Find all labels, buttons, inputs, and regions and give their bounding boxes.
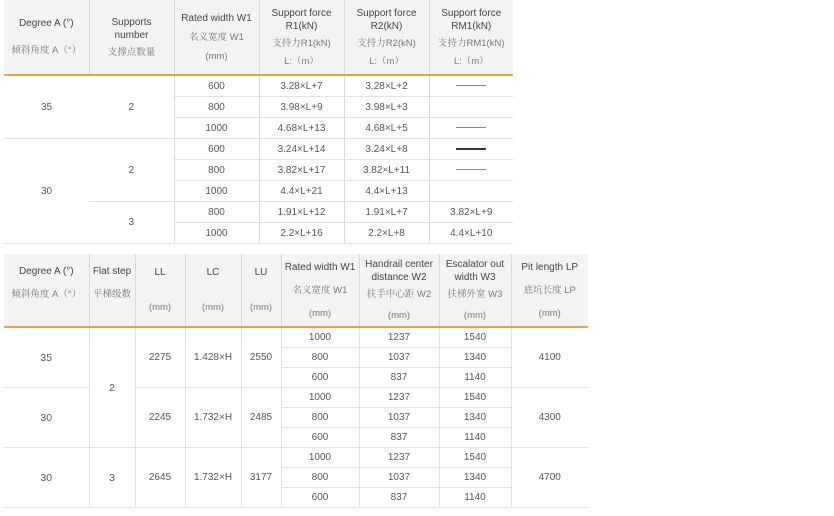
support-force-table: [4, 0, 513, 244]
dash-mark: [456, 127, 486, 128]
lu-cell: 2550: [241, 327, 281, 388]
w3-cell: 1140: [439, 488, 511, 508]
header-unit: L:（m）: [369, 55, 404, 67]
w1-cell: 1000: [281, 388, 359, 408]
dash-mark: [456, 169, 486, 170]
header-en: Handrail center distance W2: [365, 259, 433, 283]
r2-cell: 3.98×L+3: [344, 97, 429, 118]
w1-cell: 600: [281, 428, 359, 448]
ll-cell: 2275: [135, 327, 185, 388]
w2-cell: 1037: [359, 468, 439, 488]
header-pit-length: [511, 254, 588, 326]
escalator-dimension-table: [4, 254, 588, 508]
rm1-cell: 3.82×L+9: [429, 202, 513, 223]
header-cn: 扶手中心距 W2: [366, 289, 432, 300]
header-supports: [89, 0, 174, 74]
degree-cell: 30: [4, 388, 89, 448]
width-cell: 1000: [174, 181, 259, 202]
rm1-cell: [429, 181, 513, 202]
w2-cell: 837: [359, 488, 439, 508]
dash-mark: [456, 85, 486, 86]
supports-cell: 2: [89, 139, 174, 202]
header-en: Pit length LP: [521, 261, 579, 273]
header-out-width: [439, 254, 511, 326]
w3-cell: 1340: [439, 468, 511, 488]
dash-mark: [456, 148, 486, 150]
w1-cell: 800: [281, 348, 359, 368]
r2-cell: 4.68×L+5: [344, 118, 429, 139]
lc-cell: 1.732×H: [185, 448, 241, 508]
table-row: [4, 139, 513, 160]
w1-cell: 1000: [281, 327, 359, 348]
w2-cell: 1237: [359, 327, 439, 348]
degree-cell: 30: [4, 139, 89, 244]
header-lc: [185, 254, 241, 326]
header-rm1: [429, 0, 513, 74]
width-cell: 600: [174, 75, 259, 97]
header-en: Escalator out width W3: [445, 259, 505, 283]
header-unit: (mm): [538, 307, 561, 319]
width-cell: 800: [174, 97, 259, 118]
r1-cell: 3.98×L+9: [259, 97, 344, 118]
rm1-cell: [429, 75, 513, 97]
w3-cell: 1340: [439, 348, 511, 368]
r2-cell: 3.24×L+8: [344, 139, 429, 160]
header-cn: 支持力RM1(kN): [438, 37, 505, 49]
header-en: Support force R1(kN): [271, 7, 332, 32]
header-unit: (mm): [148, 302, 172, 313]
w3-cell: 1540: [439, 448, 511, 468]
w1-cell: 1000: [281, 448, 359, 468]
r2-cell: 3.82×L+11: [344, 160, 429, 181]
header-degree: [4, 254, 89, 326]
header-cn: 名义宽度 W1: [292, 284, 348, 296]
lp-cell: 4100: [511, 327, 588, 388]
lc-cell: 1.428×H: [185, 327, 241, 388]
table-row: [4, 327, 588, 348]
header-en: Support force RM1(kN): [441, 7, 502, 32]
rm1-cell: [429, 118, 513, 139]
header-unit: L:（m）: [284, 55, 319, 67]
r1-cell: 3.82×L+17: [259, 160, 344, 181]
degree-cell: 30: [4, 448, 89, 508]
header-en: Supports number: [111, 16, 152, 41]
header-cn: 扶梯外宽 W3: [447, 289, 503, 300]
header-unit: (mm): [308, 307, 332, 319]
header-rated-width: [281, 254, 359, 326]
lp-cell: 4300: [511, 388, 588, 448]
header-unit: (mm): [463, 310, 487, 321]
header-en: LC: [206, 267, 220, 278]
header-flat-step: [89, 254, 135, 326]
r1-cell: 2.2×L+16: [259, 223, 344, 244]
width-cell: 1000: [174, 118, 259, 139]
w2-cell: 1237: [359, 448, 439, 468]
header-unit: L:（m）: [453, 55, 489, 67]
r2-cell: 3.28×L+2: [344, 75, 429, 97]
w3-cell: 1540: [439, 388, 511, 408]
r2-cell: 4.4×L+13: [344, 181, 429, 202]
ll-cell: 2645: [135, 448, 185, 508]
header-unit: (mm): [249, 302, 273, 313]
w3-cell: 1540: [439, 327, 511, 348]
width-cell: 600: [174, 139, 259, 160]
supports-cell: 3: [89, 202, 174, 244]
header-handrail: [359, 254, 439, 326]
header-en: LU: [254, 267, 268, 278]
header-rated-width: [174, 0, 259, 74]
header-r1: [259, 0, 344, 74]
header-cn: 名义宽度 W1: [189, 31, 244, 43]
header-en: Flat step: [92, 266, 132, 277]
header-r2: [344, 0, 429, 74]
header-en: Support force R2(kN): [356, 7, 417, 32]
ll-cell: 2245: [135, 388, 185, 448]
w2-cell: 837: [359, 368, 439, 388]
w2-cell: 1237: [359, 388, 439, 408]
w2-cell: 837: [359, 428, 439, 448]
header-cn: 倾斜角度 A（°）: [11, 45, 82, 56]
w1-cell: 600: [281, 368, 359, 388]
table-row: [4, 75, 513, 97]
lp-cell: 4700: [511, 448, 588, 508]
flat-step-cell: 2: [89, 327, 135, 448]
header-degree: [4, 0, 89, 74]
supports-cell: 2: [89, 75, 174, 139]
width-cell: 800: [174, 160, 259, 181]
rm1-cell: [429, 139, 513, 160]
header-ll: [135, 254, 185, 326]
header-cn: 支持力R1(kN): [272, 37, 331, 49]
r1-cell: 1.91×L+12: [259, 202, 344, 223]
w3-cell: 1340: [439, 408, 511, 428]
header-unit: (mm): [201, 302, 225, 313]
w3-cell: 1140: [439, 368, 511, 388]
header-cn: 倾斜角度 A（°）: [11, 289, 82, 300]
header-lu: [241, 254, 281, 326]
r1-cell: 4.4×L+21: [259, 181, 344, 202]
flat-step-cell: 3: [89, 448, 135, 508]
rm1-cell: [429, 97, 513, 118]
width-cell: 1000: [174, 223, 259, 244]
header-en: LL: [154, 267, 166, 278]
w1-cell: 800: [281, 408, 359, 428]
w3-cell: 1140: [439, 428, 511, 448]
degree-cell: 35: [4, 327, 89, 388]
w1-cell: 800: [281, 468, 359, 488]
r1-cell: 4.68×L+13: [259, 118, 344, 139]
w2-cell: 1037: [359, 348, 439, 368]
header-cn: 平梯级数: [92, 289, 131, 300]
header-unit: (mm): [205, 50, 228, 62]
r2-cell: 2.2×L+8: [344, 223, 429, 244]
rm1-cell: [429, 160, 513, 181]
header-en: Degree A (°): [18, 266, 74, 277]
width-cell: 800: [174, 202, 259, 223]
r2-cell: 1.91×L+7: [344, 202, 429, 223]
header-en: Rated width W1: [284, 261, 356, 273]
header-en: Degree A (°): [18, 18, 74, 29]
rm1-cell: 4.4×L+10: [429, 223, 513, 244]
header-unit: (mm): [387, 310, 411, 321]
r1-cell: 3.24×L+14: [259, 139, 344, 160]
lu-cell: 2485: [241, 388, 281, 448]
header-en: Rated width W1: [181, 12, 252, 24]
lc-cell: 1.732×H: [185, 388, 241, 448]
header-cn: 支持力R2(kN): [357, 37, 416, 49]
w2-cell: 1037: [359, 408, 439, 428]
degree-cell: 35: [4, 75, 89, 139]
r1-cell: 3.28×L+7: [259, 75, 344, 97]
header-cn: 底坑长度 LP: [523, 284, 576, 296]
header-cn: 支撑点数量: [107, 46, 156, 58]
w1-cell: 600: [281, 488, 359, 508]
table-row: [4, 448, 588, 468]
lu-cell: 3177: [241, 448, 281, 508]
